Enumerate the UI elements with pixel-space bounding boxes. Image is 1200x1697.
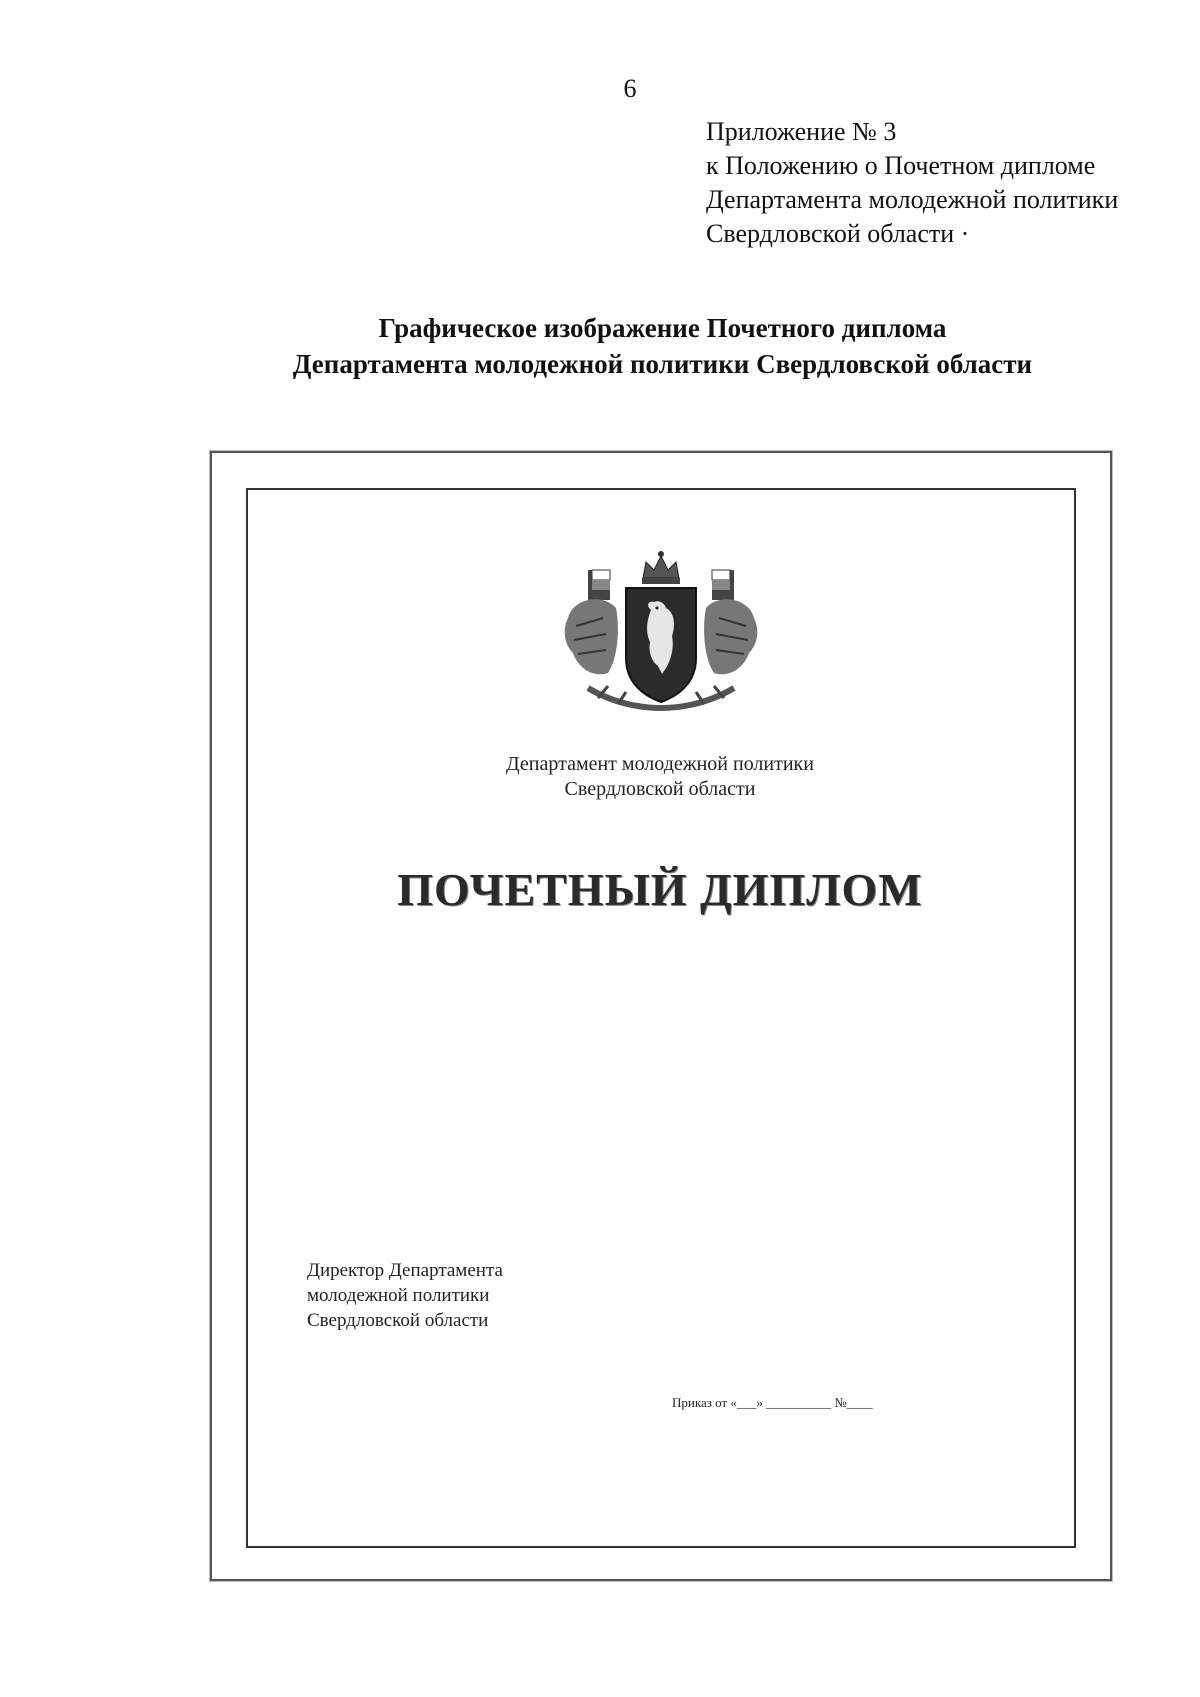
appendix-line: Департамента молодежной политики	[706, 185, 1119, 214]
appendix-line: к Положению о Почетном дипломе	[706, 151, 1096, 180]
director-line: Директор Департамента	[307, 1260, 503, 1281]
director-line: Свердловской области	[307, 1310, 489, 1331]
director-signature-block	[307, 1258, 503, 1333]
department-name	[0, 752, 1200, 802]
coat-of-arms-icon	[548, 548, 774, 718]
heading-line: Департамента молодежной политики Свердловской области	[292, 349, 1033, 379]
document-heading	[0, 310, 1200, 382]
diploma-title: ПОЧЕТНЫЙ ДИПЛОМ	[397, 864, 923, 915]
department-line: Свердловской области	[564, 778, 756, 800]
appendix-line: Свердловской области ·	[706, 219, 970, 248]
order-reference: Приказ от «___» __________ №____	[672, 1395, 873, 1410]
department-line: Департамент молодежной политики	[506, 753, 814, 775]
heading-line: Графическое изображение Почетного диплома	[378, 313, 947, 343]
appendix-line: Приложение № 3	[706, 117, 897, 146]
appendix-block	[706, 115, 1118, 251]
page-number: 6	[623, 74, 637, 103]
director-line: молодежной политики	[307, 1285, 490, 1306]
